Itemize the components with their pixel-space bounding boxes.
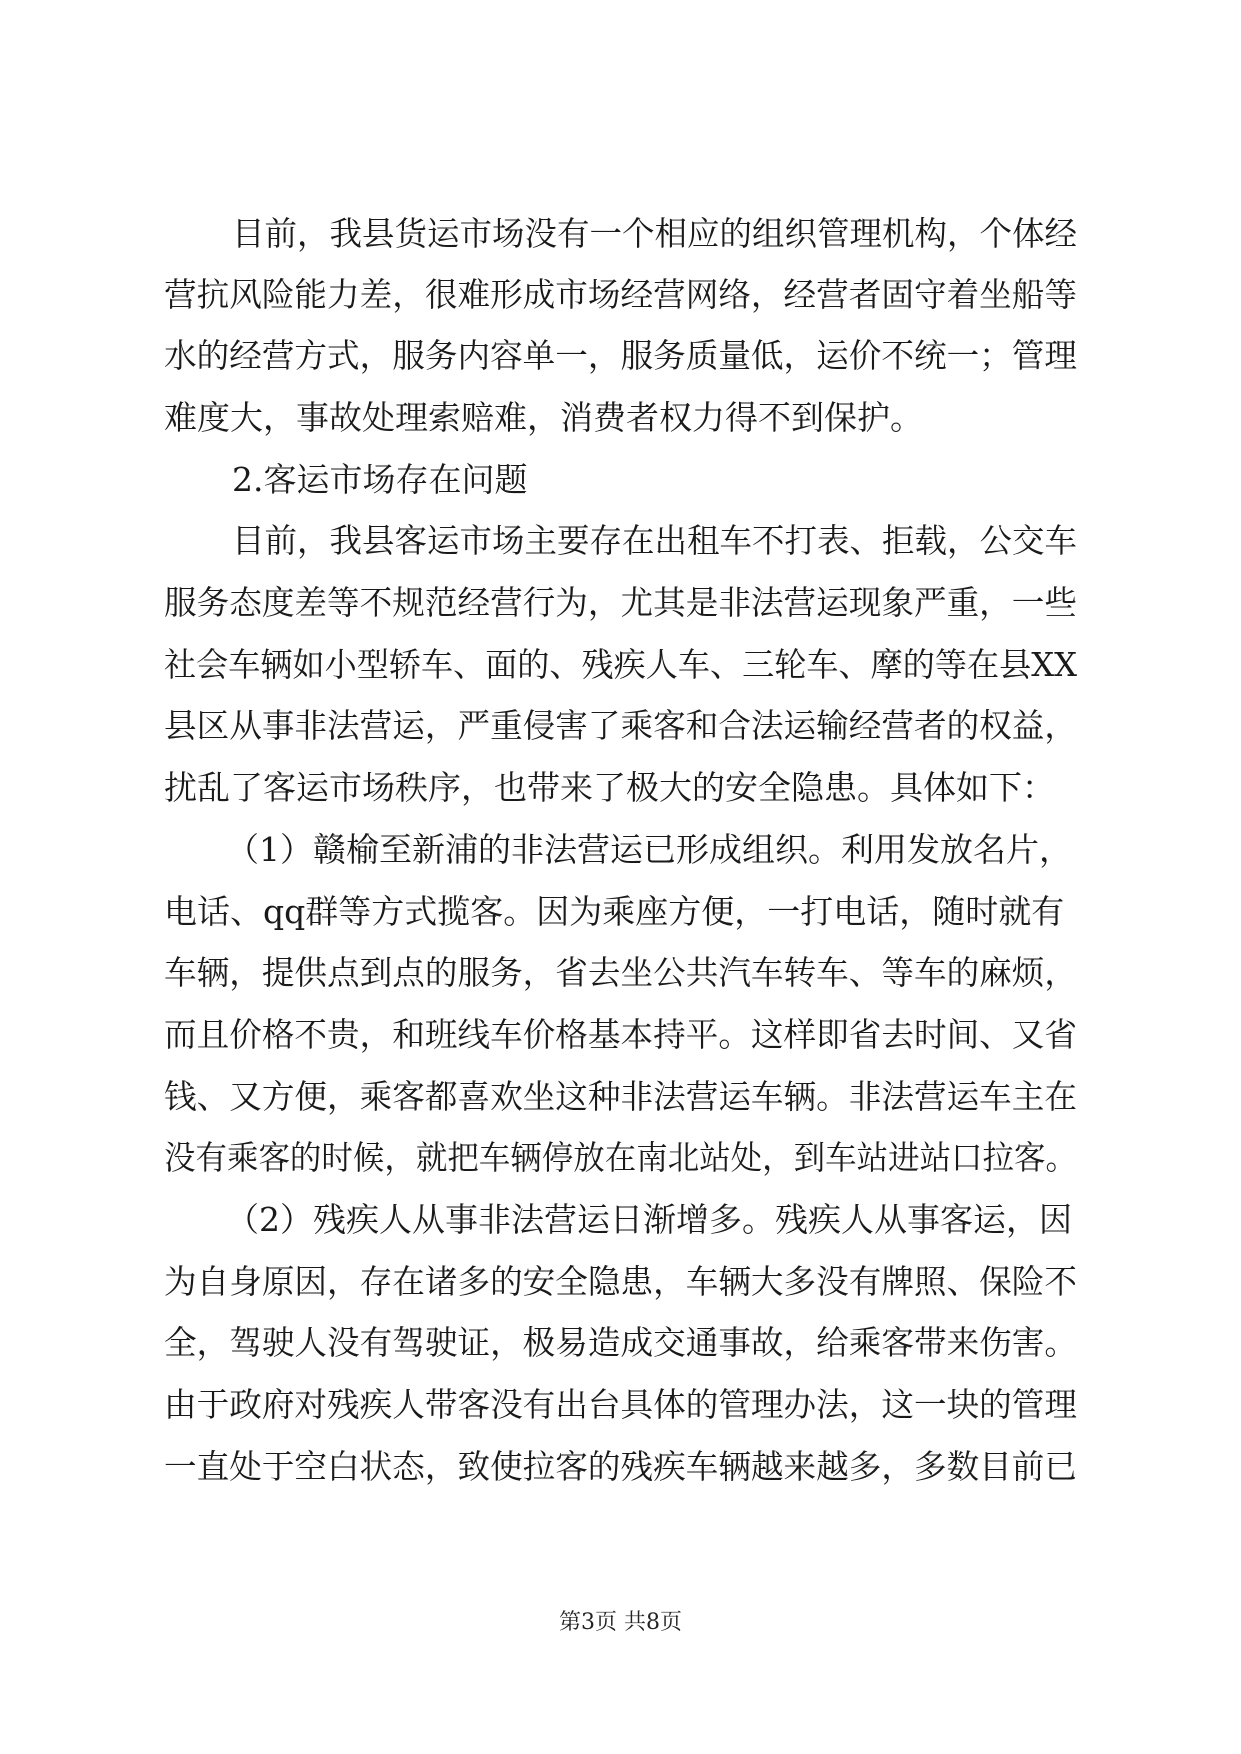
text-line: 难度大，事故处理索赔难，消费者权力得不到保护。	[164, 398, 923, 437]
text-line: 由于政府对残疾人带客没有出台具体的管理办法，这一块的管理	[164, 1385, 1078, 1424]
text-line: 而且价格不贵，和班线车价格基本持平。这样即省去时间、又省	[164, 1015, 1078, 1054]
text-line: 没有乘客的时候，就把车辆停放在南北站处，到车站进站口拉客。	[164, 1138, 1077, 1177]
text-line: 服务态度差等不规范经营行为，尤其是非法营运现象严重，一些	[164, 583, 1078, 622]
text-line: 车辆，提供点到点的服务，省去坐公共汽车转车、等车的麻烦，	[164, 953, 1078, 992]
text-line: （2）残疾人从事非法营运日渐增多。残疾人从事客运，因	[226, 1200, 1072, 1239]
text-line: 扰乱了客运市场秩序，也带来了极大的安全隐患。具体如下：	[164, 768, 1055, 807]
text-line: 水的经营方式，服务内容单一，服务质量低，运价不统一；管理	[164, 336, 1078, 375]
text-line: 钱、又方便，乘客都喜欢坐这种非法营运车辆。非法营运车主在	[164, 1077, 1078, 1116]
text-line: 一直处于空白状态，致使拉客的残疾车辆越来越多，多数目前已	[164, 1447, 1078, 1486]
page-number: 第3页 共8页	[559, 1610, 682, 1635]
text-line: 全，驾驶人没有驾驶证，极易造成交通事故，给乘客带来伤害。	[164, 1323, 1078, 1362]
text-line: 营抗风险能力差，很难形成市场经营网络，经营者固守着坐船等	[164, 275, 1078, 314]
section-heading: 2.客运市场存在问题	[232, 460, 528, 499]
text-line: 社会车辆如小型轿车、面的、残疾人车、三轮车、摩的等在县XX	[164, 645, 1077, 684]
text-line: 县区从事非法营运，严重侵害了乘客和合法运输经营者的权益，	[164, 706, 1078, 745]
text-line: 为自身原因，存在诸多的安全隐患，车辆大多没有牌照、保险不	[164, 1262, 1078, 1301]
text-line: （1）赣榆至新浦的非法营运已形成组织。利用发放名片，	[226, 830, 1072, 869]
text-line: 电话、qq群等方式揽客。因为乘座方便，一打电话，随时就有	[164, 892, 1065, 931]
text-line: 目前，我县客运市场主要存在出租车不打表、拒载，公交车	[232, 521, 1077, 560]
text-line: 目前，我县货运市场没有一个相应的组织管理机构，个体经	[232, 214, 1077, 253]
